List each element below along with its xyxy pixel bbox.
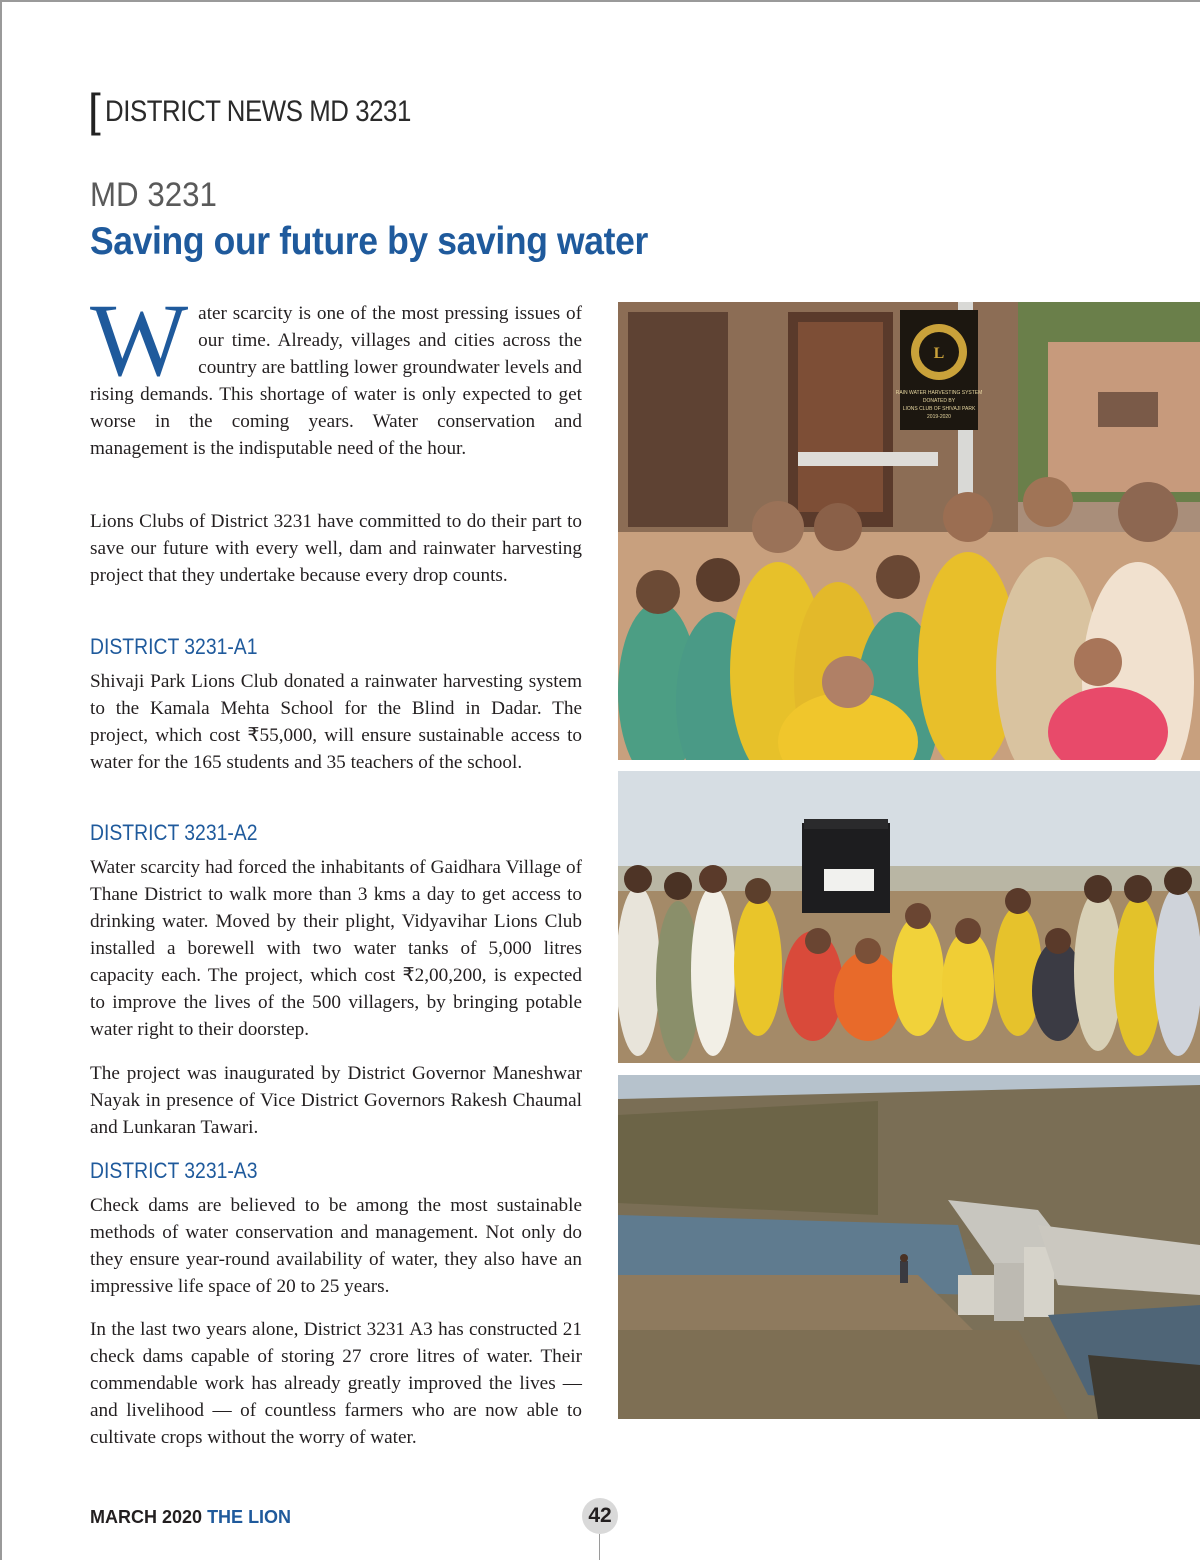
section-a3	[90, 1158, 582, 1184]
article-kicker: MD 3231	[90, 176, 217, 214]
section-a3-paragraph-1: Check dams are believed to be among the most sustainable methods of water conservation and management. Not only do they ensure year-round availability of water, they also have an impressive life space of 20 to 25 years.	[90, 1195, 582, 1297]
section-a2-paragraph-2: The project was inaugurated by District Governor Maneshwar Nayak in presence of Vice District Governors Rakesh Chaumal and Lunkaran Tawari.	[90, 1063, 582, 1138]
commitment-paragraph: Lions Clubs of District 3231 have committed to do their part to save our future with every well, dam and rainwater harvesting project that they undertake because every drop counts.	[90, 511, 582, 586]
drop-cap: W	[90, 283, 189, 398]
section-a1-body	[90, 668, 582, 776]
page-border-left	[0, 0, 2, 1560]
svg-text:L: L	[933, 345, 945, 362]
section-a3-body-2	[90, 1316, 582, 1451]
plaque-line-4: 2019-2020	[927, 414, 951, 420]
section-a2-paragraph-1: Water scarcity had forced the inhabitants of Gaidhara Village of Thane District to walk more than 3 kms a day to get access to drinking water. Moved by their plight, Vidyavihar Lions Club installed a borewell with two water tanks of 5,000 litres capacity each. The project, which cost ₹2,00,200, is expected to improve the lives of the 500 villagers, by bringing potable water right to their doorstep.	[90, 857, 582, 1040]
footer-magazine: THE LION	[207, 1507, 292, 1527]
article-headline: Saving our future by saving water	[90, 220, 648, 263]
photo-rainwater-harvesting	[618, 302, 1200, 760]
bracket-ornament: [	[88, 84, 101, 136]
section-a2	[90, 820, 582, 846]
section-title: DISTRICT NEWS MD 3231	[104, 95, 411, 128]
section-header	[88, 84, 460, 136]
section-a1-heading: DISTRICT 3231-A1	[90, 634, 258, 659]
photo-village-group	[618, 771, 1200, 1063]
intro-paragraph	[90, 283, 582, 462]
photo-rainwater-harvesting-art	[618, 302, 1200, 760]
section-a2-heading: DISTRICT 3231-A2	[90, 820, 258, 845]
plaque-line-2: DONATED BY	[922, 398, 956, 404]
page-number: 42	[582, 1498, 618, 1534]
plaque-line-1: RAIN WATER HARVESTING SYSTEM	[895, 390, 983, 396]
section-a3-heading: DISTRICT 3231-A3	[90, 1158, 258, 1183]
section-a1	[90, 634, 582, 660]
page-border-top	[0, 0, 1200, 2]
intro-block	[90, 283, 582, 462]
photo-check-dam-art	[618, 1075, 1200, 1419]
footer-date: MARCH 2020	[90, 1507, 203, 1527]
section-a2-body	[90, 854, 582, 1043]
para-commitment	[90, 508, 582, 589]
plaque-line-3: LIONS CLUB OF SHIVAJI PARK	[902, 406, 976, 412]
section-a2-body-2	[90, 1060, 582, 1141]
intro-text: ater scarcity is one of the most pressing issues of our time. Already, villages and cities across the country are battling lower groundwater levels and rising demands. This shortage of water is only expected to get worse in the coming years. Water conservation and management is the indisputable need of the hour.	[90, 303, 582, 459]
section-a3-paragraph-2: In the last two years alone, District 3231 A3 has constructed 21 check dams capable of storing 27 crore litres of water. Their commendable work has already greatly improved the lives — and livelihood — of countless farmers who are now able to cultivate crops without the worry of water.	[90, 1319, 582, 1448]
photo-check-dam	[618, 1075, 1200, 1419]
page-number-line	[599, 1534, 600, 1560]
section-a1-paragraph: Shivaji Park Lions Club donated a rainwater harvesting system to the Kamala Mehta School for the Blind in Dadar. The project, which cost ₹55,000, will ensure sustainable access to water for the 165 students and 35 teachers of the school.	[90, 671, 582, 773]
photo-village-group-art	[618, 771, 1200, 1063]
section-a3-body	[90, 1192, 582, 1300]
footer-issue	[90, 1507, 291, 1528]
